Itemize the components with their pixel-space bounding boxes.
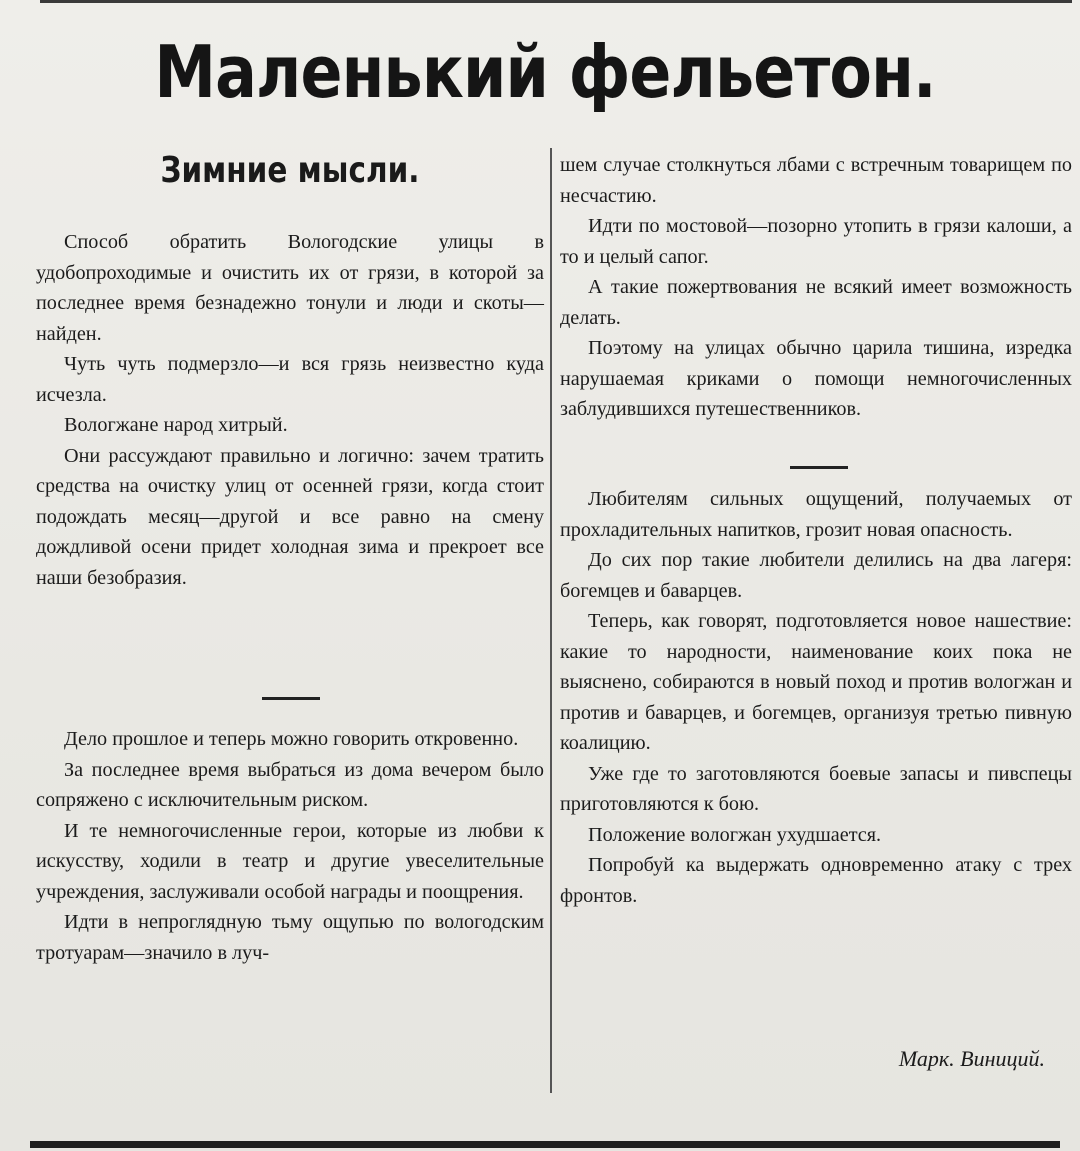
right-column-top [560, 150, 1072, 425]
paragraph: За последнее время выбраться из дома вечером было сопряжено с исключительным риском. [36, 758, 544, 811]
paragraph: Способ обратить Вологодские улицы в удобопроходимые и очистить их от грязи, в которой за последнее время безнадежно тонули и люди и скоты— найден. [36, 231, 544, 345]
paragraph-continuation: шем случае столкнуться лбами с встречным товарищем по несчастию. [560, 154, 1072, 207]
paragraph: Идти в непроглядную тьму ощупью по вологодским тротуарам—значило в луч- [36, 911, 544, 964]
paragraph: Положение вологжан ухудшается. [588, 823, 882, 846]
column-divider [550, 148, 552, 1093]
paragraph: Дело прошлое и теперь можно говорить откровенно. [64, 728, 519, 750]
paragraph: Уже где то заготовляются боевые запасы и пивспецы приготовляются к бою. [560, 762, 1072, 815]
paragraph: Любителям сильных ощущений, получаемых от прохладительных напитков, грозит новая опасность. [560, 488, 1072, 541]
paragraph: Они рассуждают правильно и логично: зачем тратить средства на очистку улиц от осенней грязи, когда стоит подождать месяц—другой и все равно на смену дождливой осени придет холодная зима и прекроет все наши безобразия. [36, 444, 544, 589]
paragraph: Теперь, как говорят, подготовляется новое нашествие: какие то народности, наименование коих пока не выяснено, собираются в новый поход и против вологжан и против и баварцев, и богемцев, организуя третью пивную коалицию. [560, 610, 1072, 754]
author-signature: Марк. Виниций. [898, 1046, 1045, 1071]
section-divider [262, 697, 320, 700]
top-rule [40, 0, 1072, 3]
headline: Маленький фельетон. [154, 30, 936, 114]
left-column-bottom [36, 724, 544, 968]
paragraph: Чуть чуть подмерзло—и вся грязь неизвестно куда исчезла. [36, 353, 544, 406]
bottom-rule [30, 1141, 1060, 1148]
paragraph: Вологжане народ хитрый. [64, 414, 288, 436]
paragraph: Идти по мостовой—позорно утопить в грязи калоши, а то и целый сапог. [560, 215, 1072, 268]
left-column-top [36, 227, 544, 593]
paragraph: Поэтому на улицах обычно царила тишина, изредка нарушаемая криками о помощи немногочисленных заблудившихся путешественников. [560, 337, 1072, 420]
section-divider [790, 466, 848, 469]
right-column-bottom [560, 484, 1072, 911]
paragraph: Попробуй ка выдержать одновременно атаку с трех фронтов. [560, 854, 1072, 907]
subheadline: Зимние мысли. [160, 150, 420, 191]
paragraph: А такие пожертвования не всякий имеет возможность делать. [560, 276, 1072, 329]
paragraph: До сих пор такие любители делились на два лагеря: богемцев и баварцев. [560, 549, 1072, 602]
paragraph: И те немногочисленные герои, которые из любви к искусству, ходили в театр и другие увеселительные учреждения, заслуживали особой награды и поощрения. [36, 819, 544, 903]
